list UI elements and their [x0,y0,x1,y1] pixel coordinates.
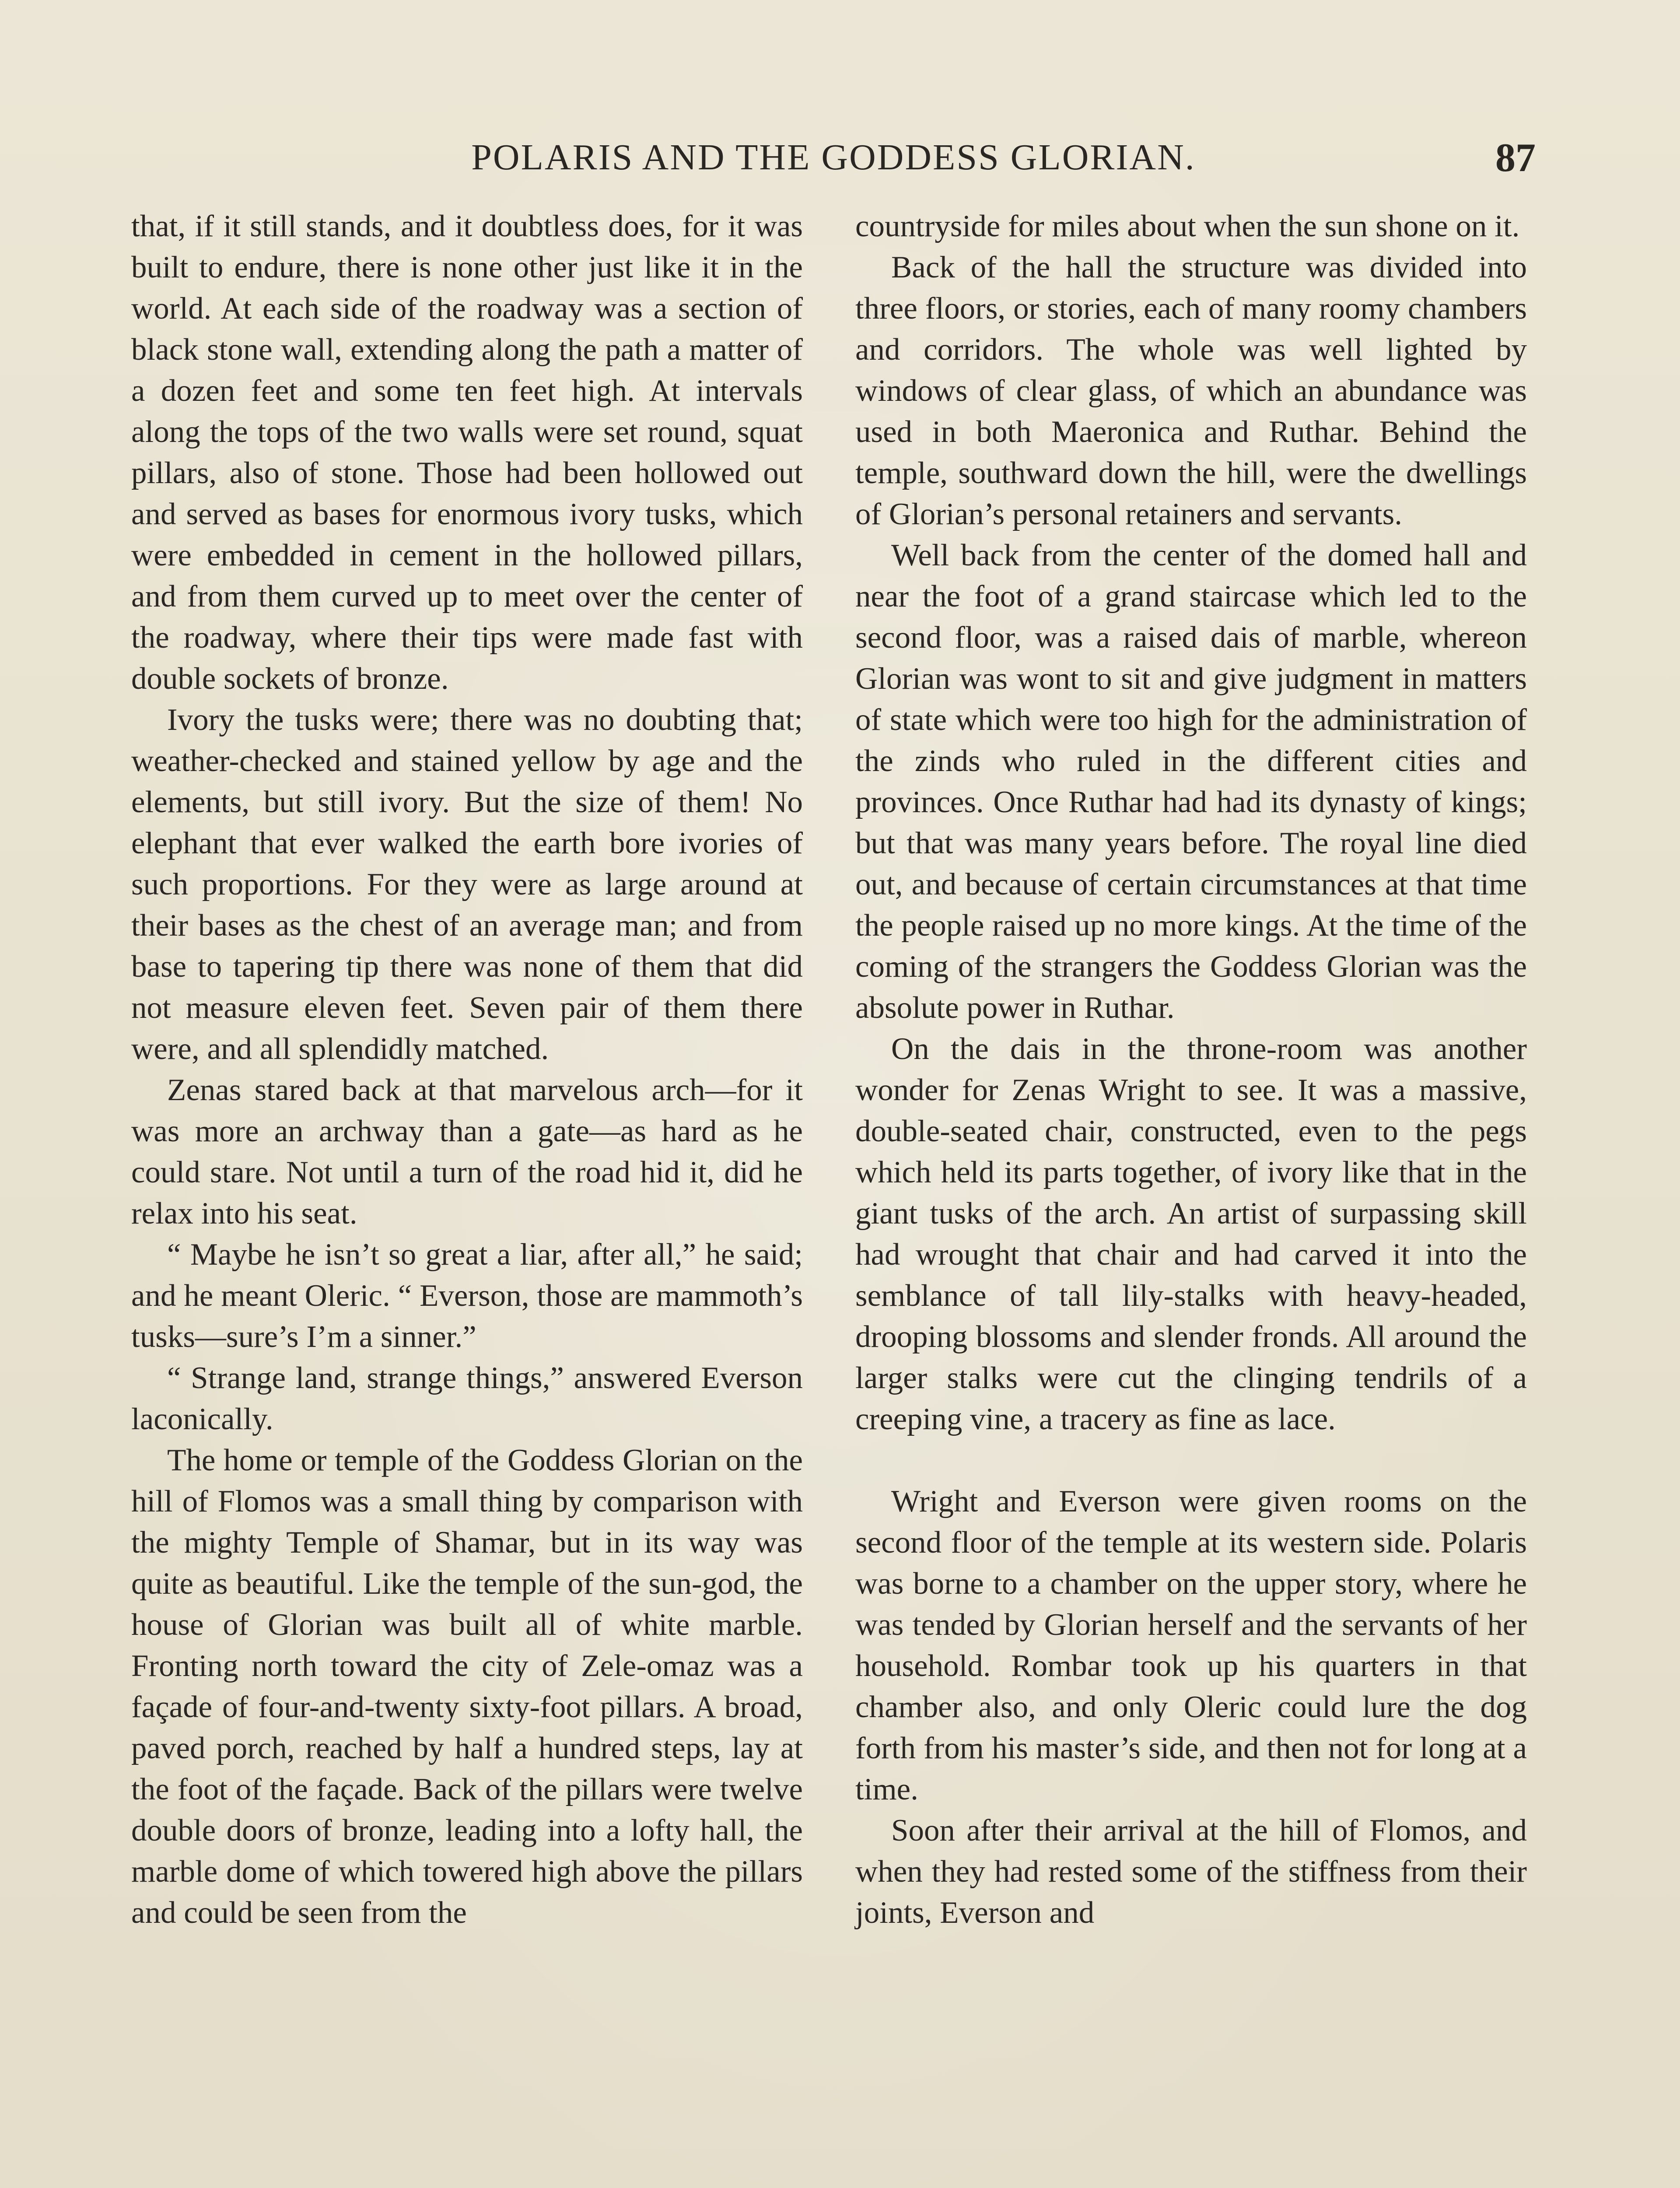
running-title: POLARIS AND THE GODDESS GLORIAN. [471,137,1196,178]
paragraph: Well back from the center of the domed hall and near the foot of a grand staircase which led to the second floor, was a raised dais of marble, whereon Glorian was wont to sit and give judgment in matters of state which were too high for the administration of the zinds who ruled in the different cities and provinces. Once Ruthar had had its dynasty of kings; but that was many years before. The royal line died out, and because of certain circumstances at that time the people raised up no more kings. At the time of the coming of the strangers the Goddess Glorian was the absolute power in Ruthar. [855,538,1527,1025]
paragraph: Wright and Everson were given rooms on the second floor of the temple at its western side. Polaris was borne to a chamber on the upper story, where he was tended by Glorian herself and the servants of her household. Rombar took up his quarters in that chamber also, and only Oleric could lure the dog forth from his master’s side, and then not for long at a time. [855,1484,1527,1806]
left-column [131,206,803,1933]
paragraph: The home or temple of the Goddess Glorian on the hill of Flomos was a small thing by comparison with the mighty Temple of Shamar, but in its way was quite as beautiful. Like the temple of the sun-god, the house of Glorian was built all of white marble. Fronting north toward the city of Zele-omaz was a façade of four-and-twenty sixty-foot pillars. A broad, paved porch, reached by half a hundred steps, lay at the foot of the façade. Back of the pillars were twelve double doors of bronze, leading into a lofty hall, the marble dome of which towered high above the pillars and could be seen from the [131,1443,803,1930]
paragraph: countryside for miles about when the sun shone on it. [855,209,1520,243]
dialogue-paragraph: “ Maybe he isn’t so great a liar, after all,” he said; and he meant Oleric. “ Everson, those are mammoth’s tusks—sure’s I’m a sinner.” [131,1238,803,1354]
paragraph: Zenas stared back at that marvelous arch—for it was more an archway than a gate—as hard as he could stare. Not until a turn of the road hid it, did he relax into his seat. [131,1073,803,1231]
paragraph: that, if it still stands, and it doubtless does, for it was built to endure, there is none other just like it in the world. At each side of the roadway was a section of black stone wall, extending along the path a matter of a dozen feet and some ten feet high. At intervals along the tops of the two walls were set round, squat pillars, also of stone. Those had been hollowed out and served as bases for enormous ivory tusks, which were embedded in cement in the hollowed pillars, and from them curved up to meet over the center of the roadway, where their tips were made fast with double sockets of bronze. [131,209,803,696]
page-number: 87 [1495,135,1536,180]
running-head [131,131,1536,184]
right-column [855,206,1527,1933]
paragraph: Soon after their arrival at the hill of Flomos, and when they had rested some of the stiffness from their joints, Everson and [855,1813,1527,1930]
paragraph: Back of the hall the structure was divided into three floors, or stories, each of many roomy chambers and corridors. The whole was well lighted by windows of clear glass, of which an abundance was used in both Maeronica and Ruthar. Behind the temple, southward down the hill, were the dwellings of Glorian’s personal retainers and servants. [855,250,1527,531]
paragraph: On the dais in the throne-room was another wonder for Zenas Wright to see. It was a massive, double-seated chair, constructed, even to the pegs which held its parts together, of ivory like that in the giant tusks of the arch. An artist of surpassing skill had wrought that chair and had carved it into the semblance of tall lily-stalks with heavy-headed, drooping blossoms and slender fronds. All around the larger stalks were cut the clinging tendrils of a creeping vine, a tracery as fine as lace. [855,1032,1527,1436]
paragraph: Ivory the tusks were; there was no doubting that; weather-checked and stained yellow by age and the elements, but still ivory. But the size of them! No elephant that ever walked the earth bore ivories of such proportions. For they were as large around at their bases as the chest of an average man; and from base to tapering tip there was none of them that did not measure eleven feet. Seven pair of them there were, and all splendidly matched. [131,703,803,1066]
dialogue-paragraph: “ Strange land, strange things,” answered Everson laconically. [131,1361,803,1436]
